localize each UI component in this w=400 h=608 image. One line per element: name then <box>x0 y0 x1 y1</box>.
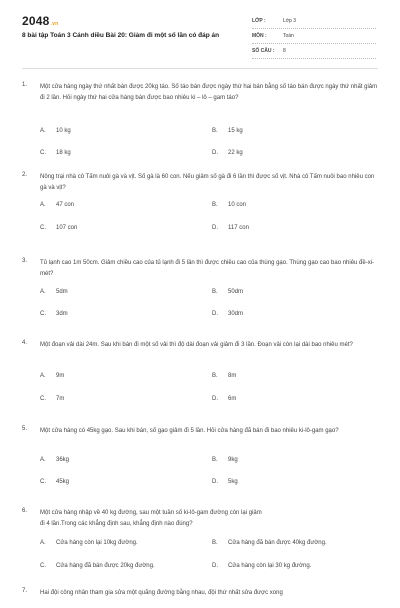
meta-label: SỐ CÂU : <box>252 48 275 54</box>
site-logo[interactable] <box>22 14 58 28</box>
option-a[interactable]: A. Cửa hàng còn lại 10kg đường. <box>40 540 138 546</box>
header-divider <box>22 68 378 69</box>
question-item <box>0 588 400 608</box>
option-d[interactable]: D. Cửa hàng còn lại 30 kg đường. <box>212 563 312 569</box>
question-number: 4. <box>22 340 28 346</box>
option-a[interactable]: A. 9m <box>40 373 65 379</box>
question-number: 2. <box>22 172 28 178</box>
page-header <box>0 0 400 60</box>
question-number: 7. <box>22 588 28 594</box>
page-title: 8 bài tập Toán 3 Cánh diều Bài 20: Giảm đi một số lần có đáp án <box>22 32 220 39</box>
option-b[interactable]: B. 50dm <box>212 289 244 295</box>
meta-row-class <box>252 14 376 29</box>
meta-info <box>252 14 376 59</box>
question-item <box>0 340 400 426</box>
option-c[interactable]: C. Cửa hàng đã bán được 20kg đường. <box>40 563 155 569</box>
option-c[interactable]: C. 7m <box>40 396 65 402</box>
question-list <box>0 82 400 608</box>
option-d[interactable]: D. 5kg <box>212 479 238 485</box>
logo-suffix: .vn <box>50 21 59 27</box>
option-d[interactable]: D. 30dm <box>212 311 244 317</box>
question-text: Một cửa hàng có 45kg gạo. Sau khi bán, số gạo giảm đi 5 lần. Hỏi cửa hàng đã bán đi bao nhiêu ki-lô-gam gạo? <box>40 428 339 434</box>
option-a[interactable]: A. 5dm <box>40 289 68 295</box>
question-item <box>0 508 400 588</box>
question-text: Tủ lạnh cao 1m 50cm. Giảm chiều cao của tủ lạnh đi 5 lần thì được chiều cao của thùng gạo. Thùng gạo cao bao nhiêu đề-xi-mét? <box>40 260 375 277</box>
option-a[interactable]: A. 36kg <box>40 457 70 463</box>
question-text: Một cửa hàng nhập về 40 kg đường, sau một tuần số ki-lô-gam đường còn lại giảm đi 4 lần.Trong các khẳng định sau, khẳng định nào đúng? <box>40 510 262 527</box>
question-number: 6. <box>22 508 28 514</box>
question-item <box>0 172 400 258</box>
question-item <box>0 426 400 508</box>
option-d[interactable]: D. 117 con <box>212 225 249 231</box>
option-b[interactable]: B. 8m <box>212 373 237 379</box>
meta-value: Lớp 3 <box>283 18 297 24</box>
question-text: Một đoạn vải dài 24m. Sau khi bán đi một số vải thì độ dài đoạn vải giảm đi 3 lần. Đoạn vải còn lại dài bao nhiêu mét? <box>40 342 353 348</box>
option-b[interactable]: B. 10 con <box>212 202 247 208</box>
meta-value: Toán <box>283 33 294 39</box>
question-text: Nông trại nhà cô Tấm nuôi gà và vịt. Số gà là 60 con. Nếu giảm số gà đi 6 lần thì được số vịt. Nhà cô Tấm nuôi bao nhiêu con gà và vịt? <box>40 174 375 191</box>
option-b[interactable]: B. Cửa hàng đã bán được 40kg đường. <box>212 540 327 546</box>
option-b[interactable]: B. 9kg <box>212 457 238 463</box>
option-d[interactable]: D. 6m <box>212 396 237 402</box>
question-number: 3. <box>22 258 28 264</box>
option-a[interactable]: A. 10 kg <box>40 128 71 134</box>
question-text: Hai đội công nhân tham gia sửa một quãng đường bằng nhau, đội thứ nhất sửa được xong <box>40 590 283 596</box>
option-c[interactable]: C. 107 con <box>40 225 78 231</box>
question-number: 5. <box>22 426 28 432</box>
question-text: Một cửa hàng ngày thứ nhất bán được 20kg táo. Số táo bán được ngày thứ hai bán bằng số táo bán được ngày thứ nhất giảm đi 2 lần. Hỏi ngày thứ hai cửa hàng bán được bao nhiêu ki – lô – gam táo? <box>40 84 378 101</box>
option-c[interactable]: C. 18 kg <box>40 150 71 156</box>
option-d[interactable]: D. 22 kg <box>212 150 243 156</box>
meta-label: MÔN : <box>252 33 267 39</box>
option-c[interactable]: C. 45kg <box>40 479 70 485</box>
question-item <box>0 258 400 340</box>
question-number: 1. <box>22 82 28 88</box>
meta-row-count <box>252 44 376 59</box>
option-b[interactable]: B. 15 kg <box>212 128 243 134</box>
option-a[interactable]: A. 47 con <box>40 202 75 208</box>
meta-value: 8 <box>283 48 286 54</box>
meta-row-subject <box>252 29 376 44</box>
meta-label: LỚP : <box>252 18 266 24</box>
option-c[interactable]: C. 3dm <box>40 311 68 317</box>
question-item <box>0 82 400 172</box>
logo-text: 2048 <box>22 14 50 28</box>
